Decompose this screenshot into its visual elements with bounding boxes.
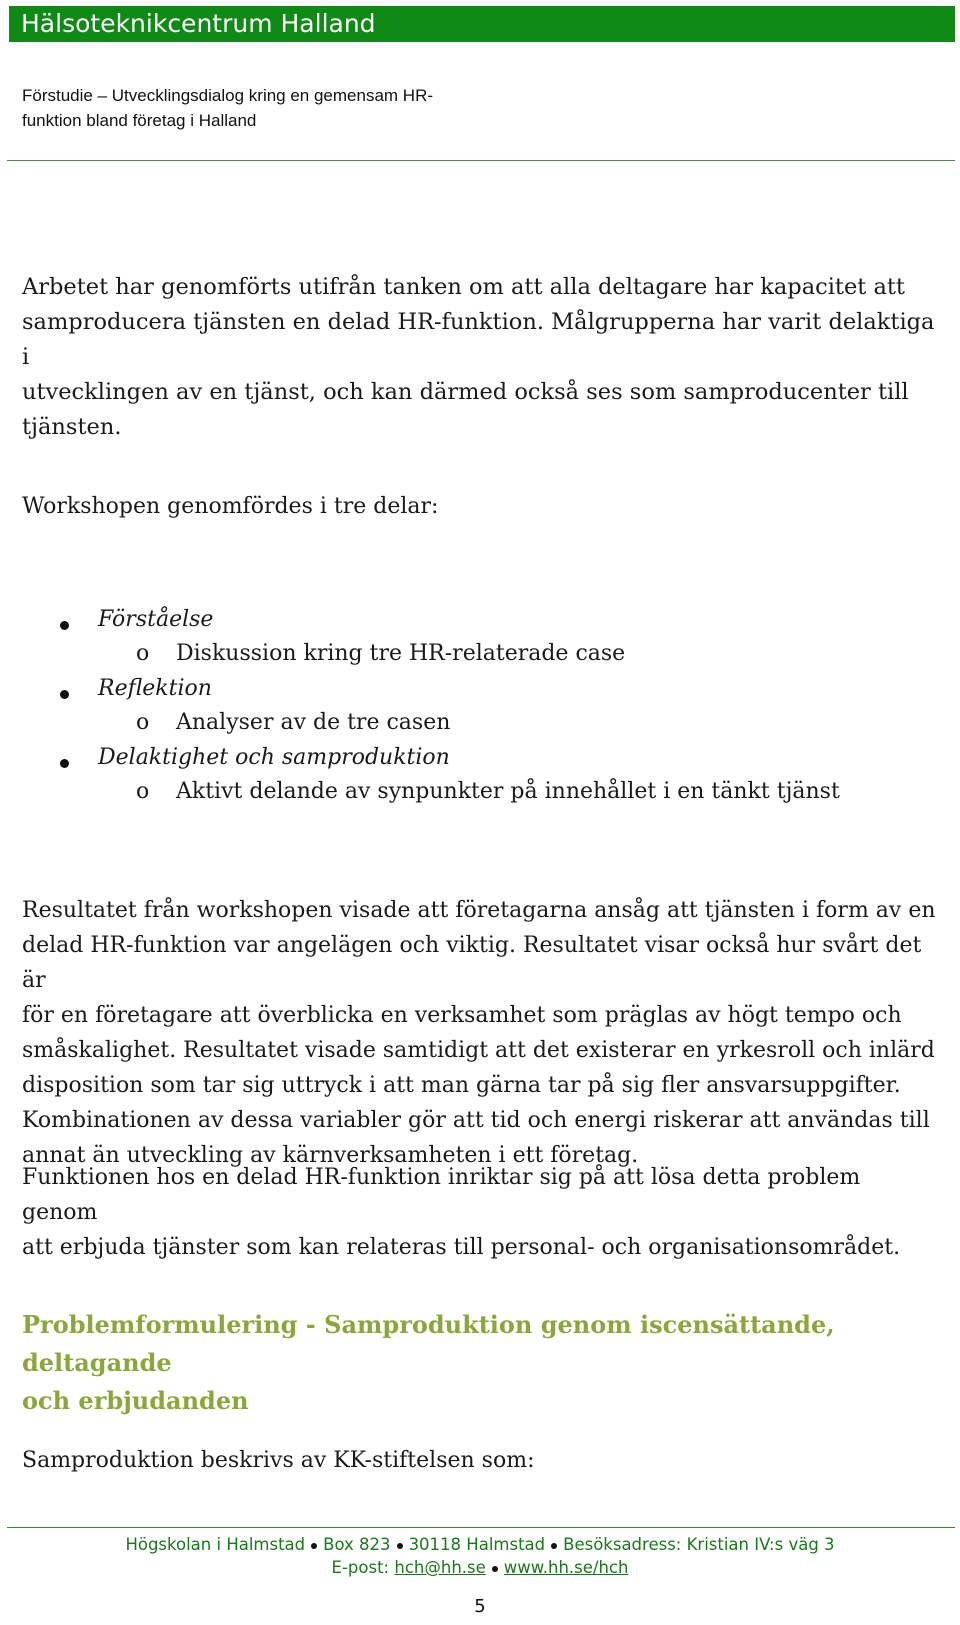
paragraph-results (22, 893, 942, 1173)
text-line: samproducera tjänsten en delad HR-funktion. Målgrupperna har varit delaktiga i (22, 309, 935, 370)
footer-contact (0, 1556, 960, 1580)
text-line: Arbetet har genomförts utifrån tanken om att alla deltagare har kapacitet att (22, 274, 905, 300)
list-subitem: Diskussion kring tre HR-relaterade case (176, 641, 626, 666)
list-item: Reflektion (98, 676, 212, 701)
text-line: Funktionen hos en delad HR-funktion inriktar sig på att lösa detta problem genom (22, 1165, 861, 1225)
bullet-icon (60, 690, 69, 699)
paragraph-workshop: Workshopen genomfördes i tre delar: (22, 494, 439, 519)
footer-divider (7, 1527, 955, 1528)
sub-bullet-marker: o (136, 641, 150, 666)
separator-dot-icon (311, 1543, 317, 1549)
sub-bullet-marker: o (136, 779, 150, 804)
footer-visit-address: Besöksadress: Kristian IV:s väg 3 (563, 1535, 835, 1554)
paragraph-kk: Samproduktion beskrivs av KK-stiftelsen som: (22, 1448, 535, 1473)
sub-bullet-marker: o (136, 710, 150, 735)
heading-line: Problemformulering - Samproduktion genom iscensättande, deltagande (22, 1310, 835, 1377)
text-line: utvecklingen av en tjänst, och kan därmed också ses som samproducenter till (22, 379, 909, 405)
text-line: delad HR-funktion var angelägen och viktig. Resultatet visar också hur svårt det är (22, 933, 922, 993)
email-link[interactable]: hch@hh.se (394, 1558, 486, 1577)
page-number: 5 (474, 1596, 486, 1617)
bullet-icon (60, 621, 69, 630)
separator-dot-icon (397, 1543, 403, 1549)
text-line: småskalighet. Resultatet visade samtidigt att det existerar en yrkesroll och inlärd (22, 1038, 935, 1063)
list-subitem: Analyser av de tre casen (176, 710, 451, 735)
footer-postal: 30118 Halmstad (408, 1535, 546, 1554)
text-line: disposition som tar sig uttryck i att man gärna tar på sig fler ansvarsuppgifter. (22, 1073, 901, 1098)
text-line: annat än utveckling av kärnverksamheten i ett företag. (22, 1143, 639, 1168)
heading-line: och erbjudanden (22, 1386, 249, 1415)
text-line: att erbjuda tjänster som kan relateras till personal- och organisationsområdet. (22, 1235, 901, 1260)
text-line: för en företagare att överblicka en verksamhet som präglas av högt tempo och (22, 1003, 902, 1028)
text-line: Kombinationen av dessa variabler gör att tid och energi riskerar att användas till (22, 1108, 930, 1133)
list-item: Förståelse (98, 607, 214, 632)
text-line: Resultatet från workshopen visade att företagarna ansåg att tjänsten i form av en (22, 898, 936, 923)
section-heading (22, 1306, 952, 1420)
separator-dot-icon (551, 1543, 557, 1549)
footer-org: Högskolan i Halmstad (125, 1535, 306, 1554)
bullet-icon (60, 759, 69, 768)
header-banner: Hälsoteknikcentrum Halland (9, 6, 955, 42)
subtitle-line: Förstudie – Utvecklingsdialog kring en gemensam HR- (22, 86, 434, 105)
list-subitem: Aktivt delande av synpunkter på innehållet i en tänkt tjänst (176, 779, 840, 804)
footer-email-label: E-post: (331, 1558, 390, 1577)
website-link[interactable]: www.hh.se/hch (503, 1558, 629, 1577)
paragraph-intro (22, 270, 942, 445)
text-line: tjänsten. (22, 414, 122, 440)
list-item: Delaktighet och samproduktion (98, 745, 450, 770)
document-subtitle (22, 83, 502, 133)
separator-dot-icon (492, 1566, 498, 1572)
footer-box: Box 823 (323, 1535, 391, 1554)
paragraph-function (22, 1160, 942, 1265)
footer-address (0, 1533, 960, 1557)
subtitle-line: funktion bland företag i Halland (22, 111, 257, 130)
header-divider (7, 160, 955, 161)
